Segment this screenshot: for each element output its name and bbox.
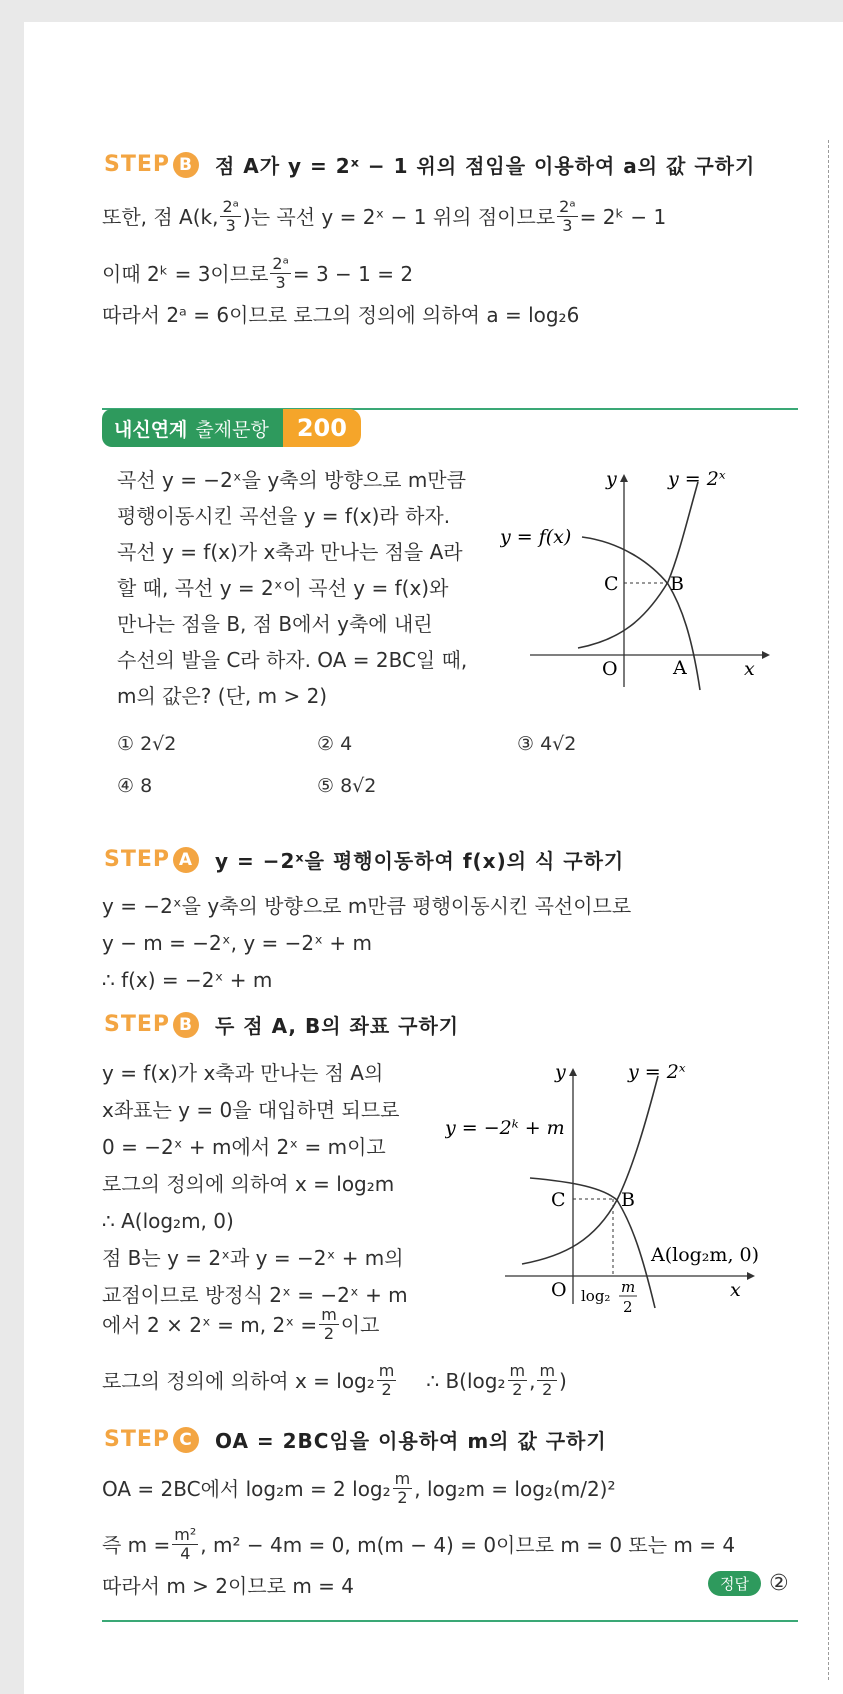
step-badge: STEP bbox=[104, 847, 171, 872]
y-axis-arrow bbox=[569, 1068, 577, 1076]
banner-label-bold: 내신연계 bbox=[114, 418, 188, 441]
text: 에서 2 × 2ˣ = m, 2ˣ = bbox=[102, 1312, 318, 1337]
frac-num: 2ᵃ bbox=[272, 254, 289, 273]
frac-den: 3 bbox=[275, 273, 286, 292]
text: 또한, 점 A(k, bbox=[102, 204, 219, 229]
step-a-header bbox=[104, 845, 624, 874]
problem-line: 곡선 y = f(x)가 x축과 만나는 점을 A라 bbox=[117, 540, 463, 564]
label-a: A(log₂m, 0) bbox=[651, 1244, 760, 1266]
step-a-body bbox=[102, 888, 631, 999]
label-a: A bbox=[673, 657, 687, 679]
step-b2-body bbox=[102, 1055, 408, 1314]
frac-num: m bbox=[394, 1469, 411, 1488]
text: )는 곡선 y = 2ˣ − 1 위의 점이므로 bbox=[242, 204, 556, 229]
frac-den: 2 bbox=[323, 1324, 335, 1343]
fraction bbox=[537, 1362, 557, 1399]
step-b-line-3: 따라서 2ᵃ = 6이므로 로그의 정의에 의하여 a = log₂6 bbox=[102, 303, 580, 327]
solution-graph bbox=[445, 1058, 790, 1323]
step-b2-line: 0 = −2ˣ + m에서 2ˣ = m이고 bbox=[102, 1135, 386, 1159]
label-curve-exp: y = 2ˣ bbox=[668, 468, 726, 490]
option-3[interactable]: ③ 4√2 bbox=[517, 733, 577, 755]
label-curve-f: y = −2ᵏ + m bbox=[445, 1117, 565, 1139]
frac-num: m² bbox=[174, 1525, 197, 1544]
fraction bbox=[557, 198, 577, 235]
option-5[interactable]: ⑤ 8√2 bbox=[317, 775, 377, 797]
curve-exp bbox=[522, 1076, 658, 1264]
frac-den: 2 bbox=[512, 1380, 523, 1399]
x-axis-arrow bbox=[762, 651, 770, 659]
banner-label-text: 출제문항 bbox=[195, 418, 269, 441]
answer-badge bbox=[708, 1571, 789, 1596]
fraction bbox=[220, 198, 240, 235]
text: 이때 2ᵏ = 3이므로 bbox=[102, 261, 269, 286]
frac-num: 2ᵃ bbox=[222, 197, 239, 216]
step-letter: A bbox=[173, 847, 199, 873]
frac-den: 2 bbox=[542, 1380, 553, 1399]
step-b2-line: y = f(x)가 x축과 만나는 점 A의 bbox=[102, 1061, 384, 1085]
frac-num: m bbox=[378, 1361, 395, 1380]
step-b2-line: x좌표는 y = 0을 대입하면 되므로 bbox=[102, 1098, 400, 1122]
label-curve-exp: y = 2ˣ bbox=[628, 1061, 686, 1083]
label-x: x bbox=[730, 1279, 741, 1301]
frac-num: 2ᵃ bbox=[559, 197, 576, 216]
tick-log-prefix: log₂ bbox=[581, 1287, 611, 1305]
banner-label bbox=[102, 409, 283, 447]
step-badge: STEP bbox=[104, 1427, 171, 1452]
text: = 3 − 1 = 2 bbox=[292, 261, 414, 286]
problem-line: m의 값은? (단, m > 2) bbox=[117, 684, 328, 708]
step-c-line-3: 따라서 m > 2이므로 m = 4 bbox=[102, 1574, 354, 1598]
step-b2-line: ∴ A(log₂m, 0) bbox=[102, 1209, 234, 1233]
step-title: OA = 2BC임을 이용하여 m의 값 구하기 bbox=[215, 1429, 607, 1453]
text: , bbox=[529, 1368, 536, 1393]
fraction bbox=[393, 1470, 413, 1507]
text: , log₂m = log₂(m/2)² bbox=[414, 1476, 616, 1501]
step-a-line: y = −2ˣ을 y축의 방향으로 m만큼 평행이동시킨 곡선이므로 bbox=[102, 894, 632, 918]
option-2[interactable]: ② 4 bbox=[317, 733, 353, 755]
answer-value: ② bbox=[768, 1571, 789, 1596]
text: ) bbox=[559, 1368, 567, 1393]
text: 로그의 정의에 의하여 x = log₂ bbox=[102, 1368, 375, 1393]
tick-num: m bbox=[621, 1278, 636, 1296]
label-c: C bbox=[551, 1189, 566, 1211]
fraction bbox=[319, 1306, 339, 1343]
banner bbox=[102, 409, 361, 447]
frac-den: 4 bbox=[180, 1544, 191, 1563]
frac-den: 3 bbox=[562, 216, 573, 235]
step-b-line-1 bbox=[102, 198, 666, 235]
curve-exp bbox=[578, 482, 698, 648]
frac-num: m bbox=[539, 1361, 556, 1380]
problem-graph bbox=[500, 462, 780, 692]
label-c: C bbox=[604, 573, 619, 595]
label-o: O bbox=[602, 658, 618, 680]
bottom-divider bbox=[102, 1620, 798, 1622]
label-o: O bbox=[551, 1279, 567, 1301]
fraction bbox=[270, 255, 290, 292]
step-title: y = −2ˣ을 평행이동하여 f(x)의 식 구하기 bbox=[215, 849, 625, 873]
step-letter: B bbox=[173, 1012, 199, 1038]
step-title: 두 점 A, B의 좌표 구하기 bbox=[215, 1014, 460, 1038]
label-curve-f: y = f(x) bbox=[500, 526, 572, 548]
step-c-line-2 bbox=[102, 1526, 735, 1563]
step-c-header bbox=[104, 1425, 607, 1454]
step-b2-line-8 bbox=[102, 1306, 379, 1343]
text: , m² − 4m = 0, m(m − 4) = 0이므로 m = 0 또는 m = 4 bbox=[200, 1532, 736, 1557]
step-b2-line-9 bbox=[102, 1362, 567, 1399]
label-y: y bbox=[606, 468, 617, 490]
step-b-line-2 bbox=[102, 255, 413, 292]
fraction bbox=[172, 1526, 198, 1563]
step-b2-header bbox=[104, 1010, 459, 1039]
step-b-header bbox=[104, 150, 755, 179]
text: OA = 2BC에서 log₂m = 2 log₂ bbox=[102, 1476, 391, 1501]
problem-text bbox=[117, 462, 467, 714]
answer-label: 정답 bbox=[708, 1571, 761, 1596]
option-4[interactable]: ④ 8 bbox=[117, 775, 153, 797]
fraction bbox=[377, 1362, 397, 1399]
label-b: B bbox=[621, 1189, 635, 1211]
step-b2-line: 로그의 정의에 의하여 x = log₂m bbox=[102, 1172, 395, 1196]
frac-num: m bbox=[321, 1305, 337, 1324]
step-letter: B bbox=[173, 152, 199, 178]
step-badge: STEP bbox=[104, 1012, 171, 1037]
text: 즉 m = bbox=[102, 1532, 171, 1557]
text: 이고 bbox=[340, 1312, 380, 1337]
x-axis-arrow bbox=[747, 1272, 755, 1280]
step-letter: C bbox=[173, 1427, 199, 1453]
frac-den: 2 bbox=[397, 1488, 408, 1507]
frac-num: m bbox=[509, 1361, 526, 1380]
problem-line: 곡선 y = −2ˣ을 y축의 방향으로 m만큼 bbox=[117, 468, 466, 492]
step-c-line-1 bbox=[102, 1470, 616, 1507]
problem-line: 수선의 발을 C라 하자. OA = 2BC일 때, bbox=[117, 648, 468, 672]
label-x: x bbox=[744, 658, 755, 680]
fraction bbox=[508, 1362, 528, 1399]
text: ∴ B(log₂ bbox=[426, 1368, 506, 1393]
problem-line: 평행이동시킨 곡선을 y = f(x)라 하자. bbox=[117, 504, 451, 528]
label-b: B bbox=[670, 573, 684, 595]
option-1[interactable]: ① 2√2 bbox=[117, 733, 177, 755]
problem-line: 만나는 점을 B, 점 B에서 y축에 내린 bbox=[117, 612, 433, 636]
step-a-line: ∴ f(x) = −2ˣ + m bbox=[102, 968, 273, 992]
step-a-line: y − m = −2ˣ, y = −2ˣ + m bbox=[102, 931, 372, 955]
label-y: y bbox=[555, 1061, 566, 1083]
tick-den: 2 bbox=[623, 1298, 633, 1316]
step-badge: STEP bbox=[104, 152, 171, 177]
step-b2-line: 점 B는 y = 2ˣ과 y = −2ˣ + m의 bbox=[102, 1246, 404, 1270]
step-b2-line: 교점이므로 방정식 2ˣ = −2ˣ + m bbox=[102, 1283, 408, 1307]
problem-line: 할 때, 곡선 y = 2ˣ이 곡선 y = f(x)와 bbox=[117, 576, 449, 600]
y-axis-arrow bbox=[620, 474, 628, 482]
step-title: 점 A가 y = 2ˣ − 1 위의 점임을 이용하여 a의 값 구하기 bbox=[215, 154, 756, 178]
margin-dashed-line bbox=[828, 140, 829, 1680]
frac-den: 2 bbox=[381, 1380, 392, 1399]
banner-number: 200 bbox=[283, 409, 361, 447]
text: = 2ᵏ − 1 bbox=[579, 204, 667, 229]
frac-den: 3 bbox=[225, 216, 236, 235]
